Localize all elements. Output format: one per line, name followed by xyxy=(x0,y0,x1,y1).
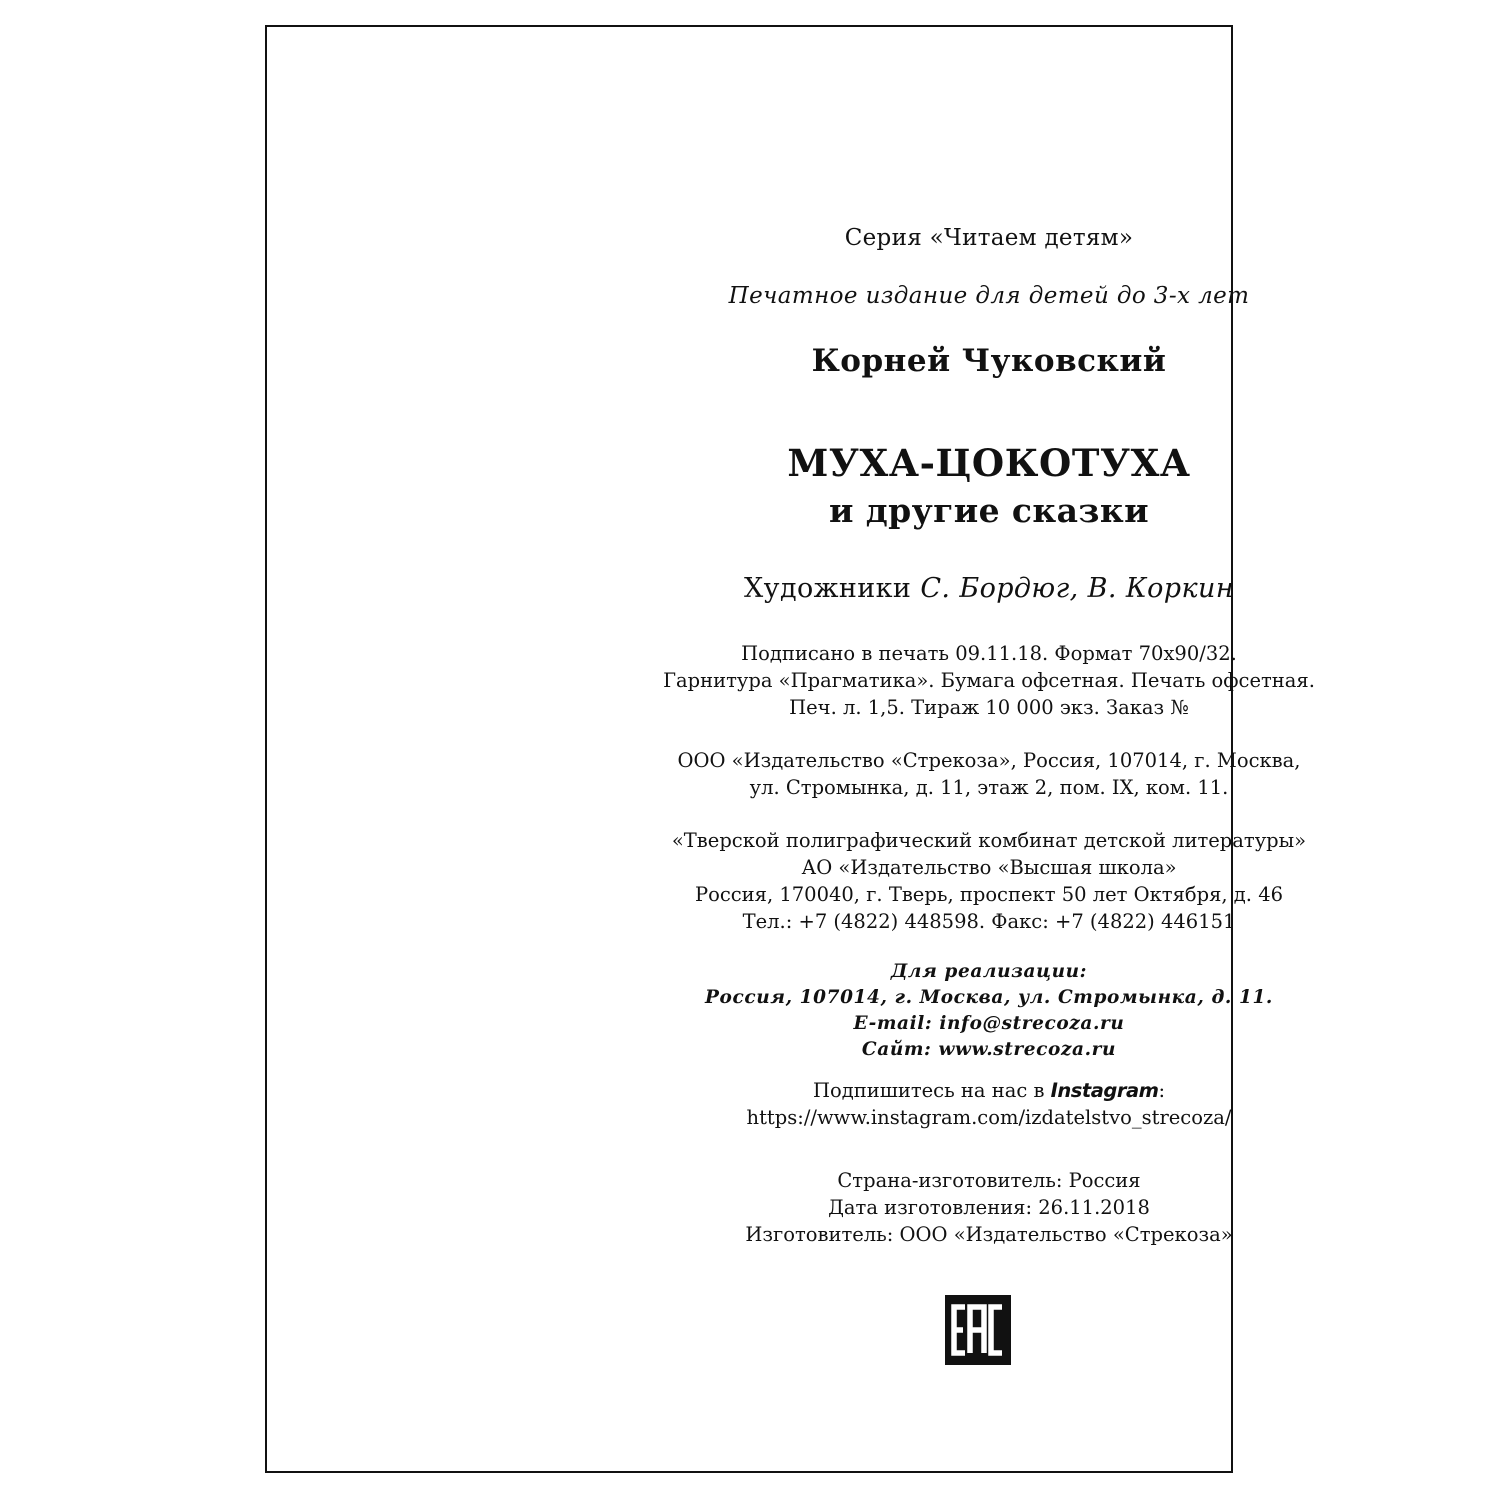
instagram-logo-text: Instagram xyxy=(1050,1079,1159,1102)
instagram-line xyxy=(267,1077,1500,1104)
print-info xyxy=(267,640,1500,721)
printer-line: Россия, 170040, г. Тверь, проспект 50 лет Октября, д. 46 xyxy=(694,883,1284,906)
sales-email: E-mail: info@strecoza.ru xyxy=(853,1013,1125,1034)
book-subtitle: и другие сказки xyxy=(828,491,1149,530)
instagram-colon: : xyxy=(1158,1079,1166,1102)
series-line: Серия «Читаем детям» xyxy=(844,225,1134,251)
instagram-block xyxy=(267,1077,1500,1131)
page-frame xyxy=(265,25,1315,1473)
print-info-line: Подписано в печать 09.11.18. Формат 70x90/32. xyxy=(741,642,1237,665)
sales-website: Сайт: www.strecoza.ru xyxy=(861,1039,1117,1060)
manufacturer-date: Дата изготовления: 26.11.2018 xyxy=(828,1196,1150,1219)
eac-certification-icon xyxy=(945,1295,1011,1369)
instagram-url: https://www.instagram.com/izdatelstvo_strecoza/ xyxy=(746,1106,1232,1129)
artists-line xyxy=(267,573,1500,604)
artists-names: С. Бордюг, В. Коркин xyxy=(920,573,1234,604)
book-title: МУХА-ЦОКОТУХА xyxy=(787,441,1191,485)
print-info-line: Печ. л. 1,5. Тираж 10 000 экз. Заказ № xyxy=(789,696,1189,719)
publisher-line: ООО «Издательство «Стрекоза», Россия, 107014, г. Москва, xyxy=(677,749,1301,772)
sales-address: Россия, 107014, г. Москва, ул. Стромынка, д. 11. xyxy=(705,987,1273,1008)
manufacturer-country: Страна-изготовитель: Россия xyxy=(837,1169,1141,1192)
printer-line: Тел.: +7 (4822) 448598. Факс: +7 (4822) 446151 xyxy=(742,910,1236,933)
publisher-line: ул. Стромынка, д. 11, этаж 2, пом. IX, ком. 11. xyxy=(749,776,1229,799)
instagram-prefix: Подпишитесь на нас в xyxy=(812,1079,1045,1102)
printer-info xyxy=(267,827,1500,935)
printer-line: АО «Издательство «Высшая школа» xyxy=(801,856,1177,879)
sales-info xyxy=(267,959,1500,1063)
sales-heading: Для реализации: xyxy=(890,961,1088,982)
artists-label: Художники xyxy=(744,573,912,604)
publisher-address xyxy=(267,747,1500,801)
manufacturer-name: Изготовитель: ООО «Издательство «Стрекоза» xyxy=(745,1223,1233,1246)
print-info-line: Гарнитура «Прагматика». Бумага офсетная. Печать офсетная. xyxy=(663,669,1315,692)
author-name: Корней Чуковский xyxy=(811,343,1167,379)
age-notice: Печатное издание для детей до 3-х лет xyxy=(728,283,1250,309)
printer-line: «Тверской полиграфический комбинат детской литературы» xyxy=(671,829,1307,852)
manufacturer-info xyxy=(267,1167,1500,1248)
